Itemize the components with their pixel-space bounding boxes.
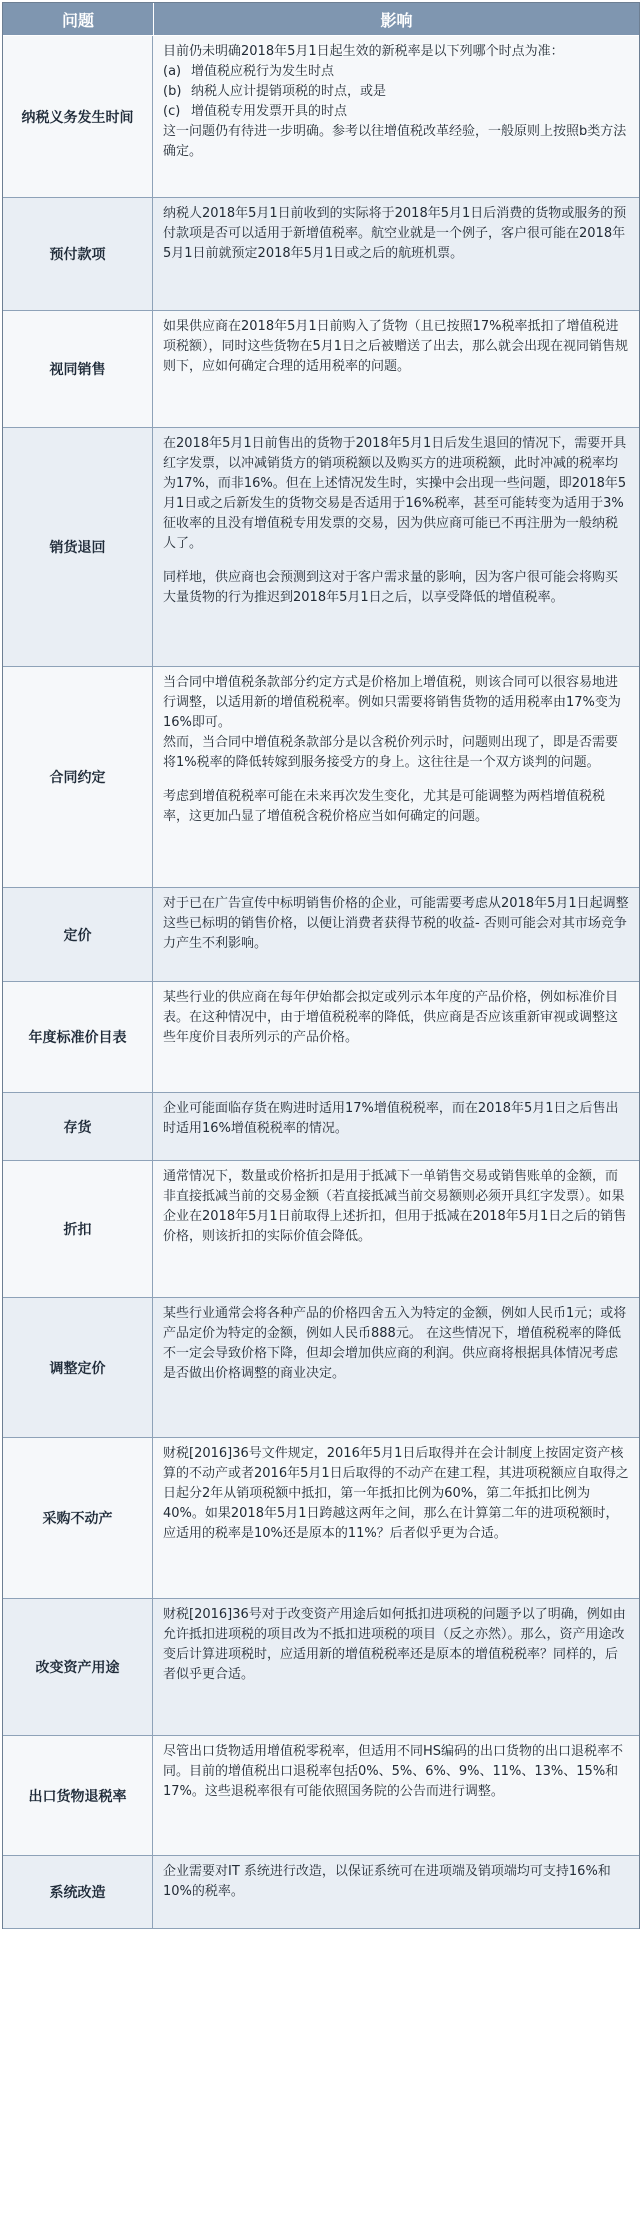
row-label: 视同销售 [3, 311, 153, 427]
header-issue: 问题 [3, 3, 154, 35]
table-row [3, 1298, 639, 1438]
table-row [3, 1736, 639, 1856]
table-row [3, 1856, 639, 1929]
table-row [3, 198, 639, 311]
row-paragraph: 同样地，供应商也会预测到这对于客户需求量的影响，因为客户很可能会将购买大量货物的行为推迟到2018年5月1日之后，以享受降低的增值税率。 [163, 570, 619, 605]
row-paragraph: 当合同中增值税条款部分约定方式是价格加上增值税，则该合同可以很容易地进行调整，以适用新的增值税税率。例如只需要将销售货物的适用税率由17%变为16%即可。 [163, 675, 621, 730]
row-label: 折扣 [3, 1161, 153, 1297]
row-paragraph: 财税[2016]36号对于改变资产用途后如何抵扣进项税的问题予以了明确，例如由允许抵扣进项税的项目改为不抵扣进项税的项目（反之亦然）。那么，资产用途改变后计算进项税时，应适用新的增值税税率还是原本的增值税税率？同样的，后者似乎更合适。 [163, 1607, 626, 1682]
table-row [3, 982, 639, 1093]
table-body [3, 36, 639, 1929]
row-paragraph: 这一问题仍有待进一步明确。参考以往增值税改革经验，一般原则上按照b类方法确定。 [163, 124, 627, 159]
row-paragraph: 某些行业的供应商在每年伊始都会拟定或列示本年度的产品价格，例如标准价目表。在这种情况中，由于增值税税率的降低，供应商是否应该重新审视或调整这些年度价目表所列示的产品价格。 [163, 990, 619, 1045]
table-row [3, 888, 639, 982]
table-header [3, 3, 639, 36]
row-paragraph: 如果供应商在2018年5月1日前购入了货物（且已按照17%税率抵扣了增值税进项税额），同时这些货物在5月1日之后被赠送了出去，那么就会出现在视同销售规则下，应如何确定合理的适用税率的问题。 [163, 319, 629, 374]
row-paragraph: 在2018年5月1日前售出的货物于2018年5月1日后发生退回的情况下，需要开具红字发票，以冲减销货方的销项税额以及购买方的进项税额，此时冲减的税率均为17%，而非16%。但在上述情况发生时，实操中会出现一些问题，即2018年5月1日或之后新发生的货物交易是否适用于16%税率，甚至可能转变为适用于3%征收率的且没有增值税专用发票的交易，因为供应商可能已不再注册为一般纳税人了。 [163, 436, 627, 551]
row-paragraph: 考虑到增值税税率可能在未来再次发生变化，尤其是可能调整为两档增值税税率，这更加凸显了增值税含税价格应当如何确定的问题。 [163, 789, 606, 824]
row-content [153, 1438, 639, 1598]
option-key: (c) [163, 104, 181, 119]
row-content [153, 982, 639, 1092]
table-row [3, 1438, 639, 1599]
row-paragraph: 通常情况下，数量或价格折扣是用于抵减下一单销售交易或销售账单的金额，而非直接抵减当前的交易金额（若直接抵减当前交易额则必须开具红字发票）。如果企业在2018年5月1日前取得上述折扣，但用于抵减在2018年5月1日之后的销售价格，则该折扣的实际价值会降低。 [163, 1169, 627, 1244]
row-content [153, 667, 639, 887]
row-paragraph: 目前仍未明确2018年5月1日起生效的新税率是以下列哪个时点为准： [163, 44, 564, 59]
option-item [163, 102, 629, 122]
row-paragraph: 对于已在广告宣传中标明销售价格的企业，可能需要考虑从2018年5月1日起调整这些已标明的销售价格，以便让消费者获得节税的收益- 否则可能会对其市场竞争力产生不利影响。 [163, 896, 629, 951]
row-content [153, 1093, 639, 1160]
table-row [3, 428, 639, 667]
row-content [153, 1298, 639, 1437]
row-label: 出口货物退税率 [3, 1736, 153, 1855]
row-label: 定价 [3, 888, 153, 981]
row-content [153, 428, 639, 666]
row-paragraph: 尽管出口货物适用增值税零税率，但适用不同HS编码的出口货物的出口退税率不同。目前的增值税出口退税率包括0%、5%、6%、9%、11%、13%、15%和17%。这些退税率很有可能依照国务院的公告而进行调整。 [163, 1744, 624, 1799]
option-item [163, 82, 629, 102]
table-row [3, 667, 639, 888]
table-row [3, 311, 639, 428]
row-label: 年度标准价目表 [3, 982, 153, 1092]
row-label: 调整定价 [3, 1298, 153, 1437]
row-content [153, 36, 639, 197]
row-label: 存货 [3, 1093, 153, 1160]
row-label: 预付款项 [3, 198, 153, 310]
row-paragraph: 企业需要对IT 系统进行改造，以保证系统可在进项端及销项端均可支持16%和10%的税率。 [163, 1864, 611, 1899]
row-content [153, 198, 639, 310]
row-content [153, 1599, 639, 1735]
tax-impact-table [2, 2, 640, 1929]
option-key: (b) [163, 84, 182, 99]
table-row [3, 1093, 639, 1161]
row-label: 系统改造 [3, 1856, 153, 1928]
row-label: 合同约定 [3, 667, 153, 887]
row-content [153, 1736, 639, 1855]
table-row [3, 36, 639, 198]
row-content [153, 1161, 639, 1297]
row-label: 纳税义务发生时间 [3, 36, 153, 197]
row-paragraph: 纳税人2018年5月1日前收到的实际将于2018年5月1日后消费的货物或服务的预付款项是否可以适用于新增值税率。航空业就是一个例子，客户很可能在2018年5月1日前就预定2018年5月1日或之后的航班机票。 [163, 206, 627, 261]
table-row [3, 1161, 639, 1298]
table-row [3, 1599, 639, 1736]
option-text: 增值税专用发票开具的时点 [191, 104, 348, 119]
row-paragraph: 然而，当合同中增值税条款部分是以含税价列示时，问题则出现了，即是否需要将1%税率的降低转嫁到服务接受方的身上。这往往是一个双方谈判的问题。 [163, 735, 619, 770]
option-text: 纳税人应计提销项税的时点，或是 [191, 84, 387, 99]
row-label: 改变资产用途 [3, 1599, 153, 1735]
option-text: 增值税应税行为发生时点 [191, 64, 335, 79]
option-item [163, 62, 629, 82]
row-label: 销货退回 [3, 428, 153, 666]
header-impact: 影响 [380, 10, 413, 30]
row-content [153, 1856, 639, 1928]
row-content [153, 311, 639, 427]
row-paragraph: 财税[2016]36号文件规定，2016年5月1日后取得并在会计制度上按固定资产核算的不动产或者2016年5月1日后取得的不动产在建工程，其进项税额应自取得之日起分2年从销项税额中抵扣，第一年抵扣比例为60%，第二年抵扣比例为40%。如果2018年5月1日跨越这两年之间，那么在计算第二年的进项税额时，应适用的税率是10%还是原本的11%？后者似乎更为合适。 [163, 1446, 629, 1541]
row-paragraph: 某些行业通常会将各种产品的价格四舍五入为特定的金额，例如人民币1元；或将产品定价为特定的金额，例如人民币888元。 在这些情况下，增值税税率的降低不一定会导致价格下降，但却会增加供应商的利润。供应商将根据具体情况考虑是否做出价格调整的商业决定。 [163, 1306, 627, 1381]
row-paragraph: 企业可能面临存货在购进时适用17%增值税税率，而在2018年5月1日之后售出时适用16%增值税税率的情况。 [163, 1101, 619, 1136]
option-key: (a) [163, 64, 182, 79]
row-label: 采购不动产 [3, 1438, 153, 1598]
row-content [153, 888, 639, 981]
